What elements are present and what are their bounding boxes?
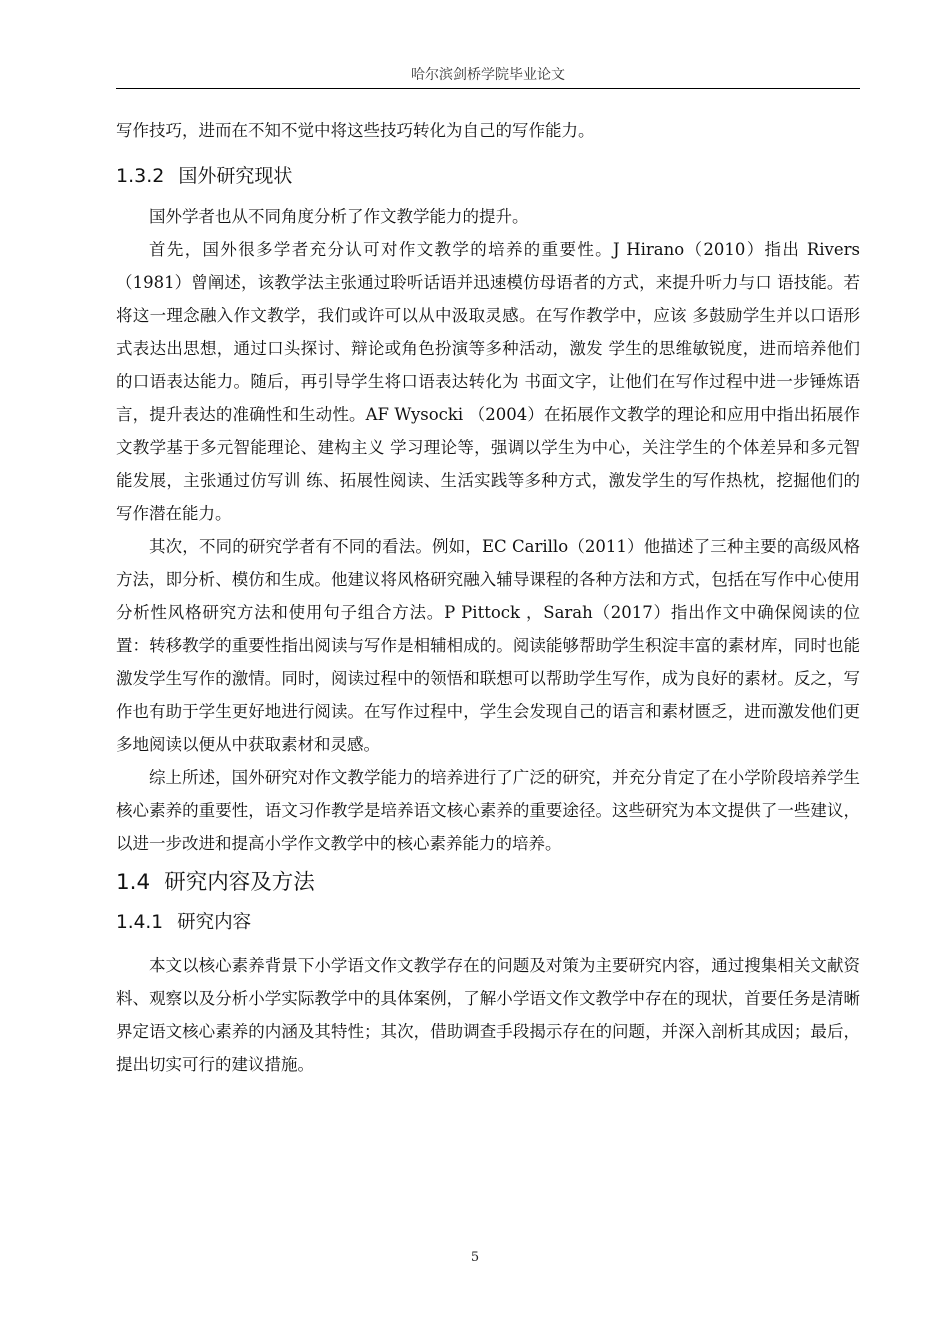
heading-1-3-2 [116, 163, 860, 189]
document-body [116, 114, 860, 1081]
running-header: 哈尔滨剑桥学院毕业论文 [411, 67, 565, 83]
heading-1-4 [116, 868, 860, 898]
heading-title: 研究内容 [177, 912, 252, 933]
page-number: 5 [470, 1250, 480, 1265]
paragraph-intro: 国外学者也从不同角度分析了作文教学能力的提升。 [149, 207, 529, 226]
heading-number: 1.3.2 [116, 165, 165, 187]
heading-1-4-1 [116, 910, 860, 936]
heading-title: 国外研究现状 [178, 165, 293, 187]
heading-title: 研究内容及方法 [164, 870, 315, 895]
paragraph-second: 其次，不同的研究学者有不同的看法。例如，EC Carillo（2011）他描述了三种主要的高级风格方法，即分析、模仿和生成。他建议将风格研究融入辅导课程的各种方法和方式，包括在写作中心使用分析性风格研究方法和使用句子组合方法。P Pittock ，Sarah（2017）指出作文中确保阅读的位置：转移教学的重要性指出阅读与写作是相辅相成的。阅读能够帮助学生积淀丰富的素材库，同时也能激发学生写作的激情。同时，阅读过程中的领悟和联想可以帮助学生写作，成为良好的素材。反之，写作也有助于学生更好地进行阅读。在写作过程中，学生会发现自己的语言和素材匮乏，进而激发他们更多地阅读以便从中获取素材和灵感。 [116, 537, 860, 754]
paragraph-first: 首先，国外很多学者充分认可对作文教学的培养的重要性。J Hirano（2010）指出 Rivers （1981）曾阐述，该教学法主张通过聆听话语并迅速模仿母语者的方式，来提升听力与口 语技能。若将这一理念融入作文教学，我们或许可以从中汲取灵感。在写作教学中，应该 多鼓励学生并以口语形式表达出思想，通过口头探讨、辩论或角色扮演等多种活动，激发 学生的思维敏锐度，进而培养他们的口语表达能力。随后，再引导学生将口语表达转化为 书面文字，让他们在写作过程中进一步锤炼语言，提升表达的准确性和生动性。AF Wysocki （2004）在拓展作文教学的理论和应用中指出拓展作文教学基于多元智能理论、建构主义 学习理论等，强调以学生为中心，关注学生的个体差异和多元智能发展，主张通过仿写训 练、拓展性阅读、生活实践等多种方式，激发学生的写作热枕，挖掘他们的写作潜在能力。 [116, 240, 860, 523]
paragraph-summary: 综上所述，国外研究对作文教学能力的培养进行了广泛的研究，并充分肯定了在小学阶段培养学生核心素养的重要性，语文习作教学是培养语文核心素养的重要途径。这些研究为本文提供了一些建议，以进一步改进和提高小学作文教学中的核心素养能力的培养。 [116, 768, 860, 853]
heading-number: 1.4 [116, 870, 151, 895]
heading-number: 1.4.1 [116, 912, 164, 933]
continuation-paragraph: 写作技巧，进而在不知不觉中将这些技巧转化为自己的写作能力。 [116, 121, 595, 140]
paragraph-research-content: 本文以核心素养背景下小学语文作文教学存在的问题及对策为主要研究内容，通过搜集相关文献资料、观察以及分析小学实际教学中的具体案例，了解小学语文作文教学中存在的现状，首要任务是清晰界定语文核心素养的内涵及其特性；其次，借助调查手段揭示存在的问题，并深入剖析其成因；最后，提出切实可行的建议措施。 [116, 956, 860, 1074]
header-rule [116, 88, 860, 89]
